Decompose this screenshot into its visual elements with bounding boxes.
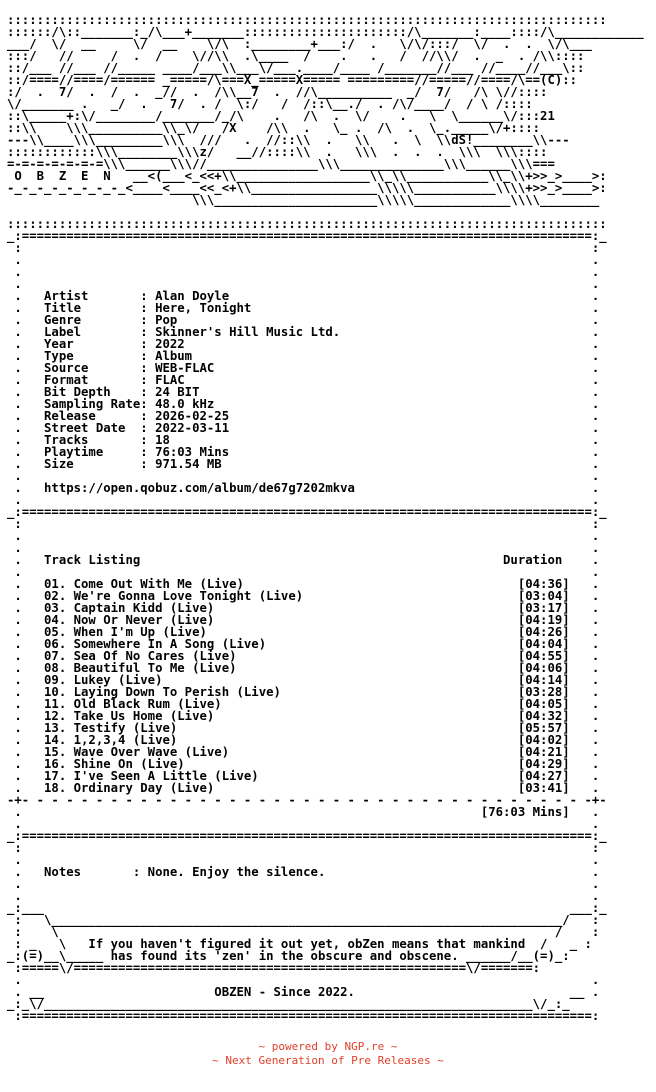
nfo-line: . Tracks : 18 . (7, 433, 607, 447)
nfo-line: . 17. I've Seen A Little (Live) [04:27] . (7, 769, 607, 783)
nfo-line: . 13. Testify (Live) [05:57] . (7, 721, 607, 735)
nfo-line: . Sampling Rate: 48.0 kHz . (7, 397, 607, 411)
nfo-line: :/ . 7/ . / . _// . /\\__7 . //\__________ _/ 7/ /\ \//:::: (7, 85, 548, 99)
nfo-line: . https://open.qobuz.com/album/de67g7202mkva . (7, 481, 607, 495)
nfo-line: . Label : Skinner's Hill Music Ltd. . (7, 325, 607, 339)
nfo-line: :::/ // / . / \//\\ .\____ / . . / //\\/ . _ . /\\:::: (7, 49, 585, 63)
nfo-line: . . (7, 565, 607, 579)
nfo-line: . 05. When I'm Up (Live) [04:26] . (7, 625, 607, 639)
nfo-line: _:=============================================================================:_ (7, 829, 607, 843)
nfo-line: . 18. Ordinary Day (Live) [03:41] . (7, 781, 607, 795)
nfo-line: . Artist : Alan Doyle . (7, 289, 607, 303)
nfo-line: . Year : 2022 . (7, 337, 607, 351)
nfo-text-block (7, 14, 649, 1022)
nfo-line: ---\\____\\\_________\\\ /// . //::\\ . \\ . \ \\dS!________\\--- (7, 133, 570, 147)
nfo-line: . 03. Captain Kidd (Live) [03:17] . (7, 601, 607, 615)
nfo-line: ::::::::::::::::::::::::::::::::::::::::::::::::::::::::::::::::::::::::::::::::: (7, 14, 607, 27)
nfo-line: -_-_-_-_-_-_-_-_<____<____<<_<+\\_________________\\\\\___________\\\\+>>_>____>: (7, 181, 607, 195)
nfo-line: . . (7, 541, 607, 555)
nfo-line: : : (7, 241, 607, 255)
nfo-line: _:(=)__\_____ has found its 'zen' in the obscure and obscene. ______/__(=)_: (7, 949, 570, 963)
nfo-line: . 08. Beautiful To Me (Live) [04:06] . (7, 661, 607, 675)
nfo-line: . . (7, 469, 607, 483)
nfo-line: : \ / : (7, 925, 607, 939)
nfo-line: . 09. Lukey (Live) [04:14] . (7, 673, 607, 687)
nfo-line: :=====\/=====================================================\/=======: (7, 961, 548, 975)
nfo-line: . Type : Album . (7, 349, 607, 363)
nfo-line: . Playtime : 76:03 Mins . (7, 445, 607, 459)
nfo-line: . __ OBZEN - Since 2022. __ . (7, 985, 607, 999)
nfo-line: ::\_____+:\/________/_______/_/\ . /\ . \/ . \ \______\/:::21 (7, 109, 555, 123)
nfo-line: . 12. Take Us Home (Live) [04:32] . (7, 709, 607, 723)
nfo-line: ::::::::::::\\\________\\\z/ __//::::\\ . \\\ . . . \\\ \\\:::: (7, 145, 548, 159)
nfo-line: ::::::/\::_______:_/\___+_______::::::::::::::::::::::/\_______:____::::/\____________ (7, 25, 644, 39)
nfo-line: . . (7, 277, 607, 291)
nfo-line: . 16. Shine On (Live) [04:29] . (7, 757, 607, 771)
nfo-line: . Notes : None. Enjoy the silence. . (7, 865, 607, 879)
nfo-line: . Bit Depth : 24 BIT . (7, 385, 607, 399)
nfo-line: ::\\ \\\__________\\_\/ /X /\\ . \_ . /\ . \_._____\/+:::: (7, 121, 541, 135)
nfo-line: : \_____________________________________________________________________/ : (7, 913, 607, 927)
nfo-line: . Title : Here, Tonight . (7, 301, 607, 315)
nfo-line: . 14. 1,2,3,4 (Live) [04:02] . (7, 733, 607, 747)
nfo-line: . 06. Somewhere In A Song (Live) [04:04] . (7, 637, 607, 651)
nfo-line: _:_\/__________________________________________________________________\/_:_ (7, 997, 570, 1011)
nfo-line: -+- - - - - - - - - - - - - - - - - - - - - - - - - - - - - - - - - - - - - - -+- (7, 793, 607, 807)
nfo-line: . 10. Laying Down To Perish (Live) [03:28] . (7, 685, 607, 699)
footer (0, 1040, 656, 1068)
nfo-line: . Genre : Pop . (7, 313, 607, 327)
nfo-line: \\\______________________\\\\\_____________\\\\________ (7, 193, 600, 207)
nfo-line: . . (7, 493, 607, 507)
nfo-line: . . (7, 253, 607, 267)
nfo-line: : _ \ If you haven't figured it out yet, obZen means that mankind / _ : (7, 937, 600, 951)
nfo-line: . Track Listing Duration . (7, 553, 607, 567)
nfo-line: . 01. Come Out With Me (Live) [04:36] . (7, 577, 607, 591)
nfo-line: . 15. Wave Over Wave (Live) [04:21] . (7, 745, 607, 759)
nfo-line: : : (7, 841, 607, 855)
nfo-line: . . (7, 889, 607, 903)
nfo-line: . . (7, 265, 607, 279)
nfo-line: O B Z E N __<(___<_<<+\\__________________\\_\\___________\\_\\+>>_>____>: (7, 169, 607, 183)
nfo-line: . . (7, 973, 607, 987)
footer-powered-by: ~ powered by NGP.re ~ (258, 1040, 398, 1053)
nfo-line: . 11. Old Black Rum (Live) [04:05] . (7, 697, 607, 711)
nfo-line: _:___ ___:_ (7, 901, 607, 915)
nfo-line: . 04. Now Or Never (Live) [04:19] . (7, 613, 607, 627)
nfo-line: : : (7, 517, 607, 531)
nfo-line: _:=============================================================================:_ (7, 229, 607, 243)
nfo-line: ::/___ //___ //_____ ____/___\\___\/___.____/____ /_______//___ //____//___\:: (7, 61, 585, 75)
nfo-line: \/_______ . _/ . 7/ . / \:/ / /::\__./ . /\/____/ / \ /:::: (7, 97, 533, 111)
nfo-line: . Street Date : 2022-03-11 . (7, 421, 607, 435)
nfo-line: . . (7, 817, 607, 831)
nfo-line: . Format : FLAC . (7, 373, 607, 387)
nfo-line: ::::::::::::::::::::::::::::::::::::::::::::::::::::::::::::::::::::::::::::::::: (7, 217, 607, 231)
nfo-line: . 02. We're Gonna Love Tonight (Live) [03:04] . (7, 589, 607, 603)
nfo-line: . [76:03 Mins] . (7, 805, 607, 819)
footer-tagline: ~ Next Generation of Pre Releases ~ (212, 1054, 444, 1067)
nfo-line: =-=-=-=-=-=-=\\\______\\\//_______________\\\______________\\\______\\\=== (7, 157, 555, 171)
nfo-line: . . (7, 877, 607, 891)
nfo-line: _:=============================================================================:_ (7, 505, 607, 519)
nfo-line: :=============================================================================: (7, 1009, 607, 1022)
nfo-line: . . (7, 529, 607, 543)
nfo-line: ::/====//====/====== _=====/\===X_=====X===== =========//=====//====/\==(C):: (7, 73, 578, 87)
nfo-line: . Release : 2026-02-25 . (7, 409, 607, 423)
nfo-line: . Source : WEB-FLAC . (7, 361, 607, 375)
nfo-line: . 07. Sea Of No Cares (Live) [04:55] . (7, 649, 607, 663)
nfo-line: ___/ \/ __ \/ __ \/\ :________+___:/ . \/\/:::/ \/ . . \/\___ (7, 37, 592, 51)
nfo-line: . . (7, 853, 607, 867)
nfo-line: . Size : 971.54 MB . (7, 457, 607, 471)
